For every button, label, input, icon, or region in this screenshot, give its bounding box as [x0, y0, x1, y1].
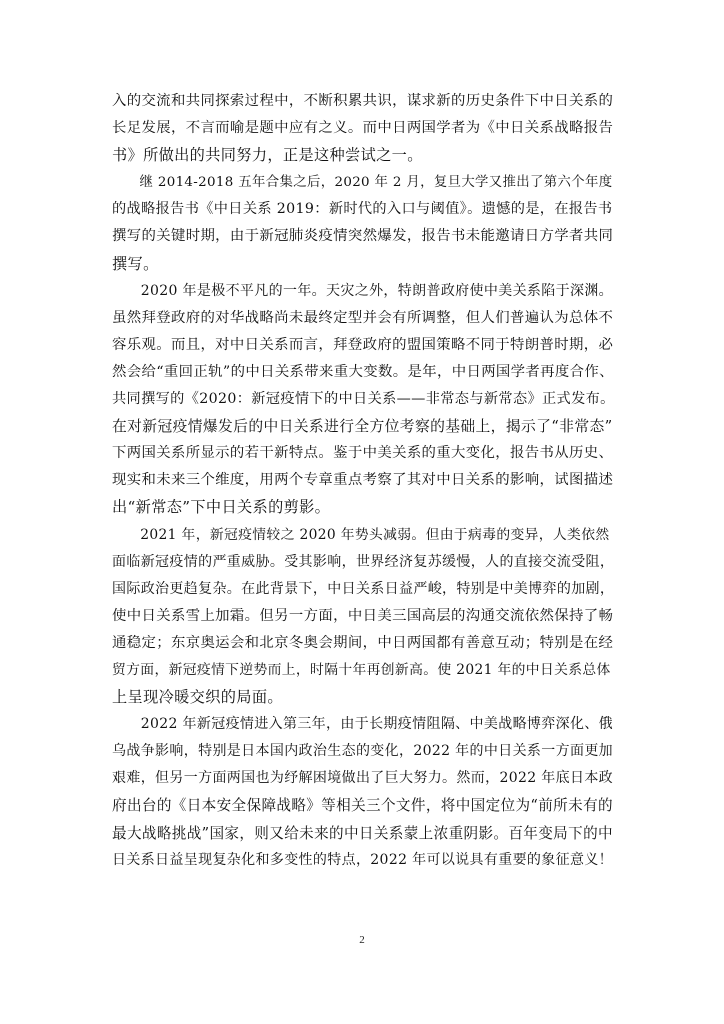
text-line: 撰写。 [112, 254, 159, 273]
text-line: 的战略报告书《中日关系 2019：新时代的入口与阈值》。遗憾的是，在报告书 [112, 201, 613, 218]
text-line: 现实和未来三个维度，用两个专章重点考察了其对中日关系的影响，试图描述 [112, 472, 614, 489]
paragraph [112, 522, 616, 712]
text-line: 继 2014-2018 五年合集之后，2020 年 2 月，复旦大学又推出了第六个年度 [112, 175, 613, 191]
paragraph [112, 169, 616, 277]
body-text [112, 88, 616, 874]
text-line: 最大战略挑战”国家，则又给未来的中日关系蒙上浓重阴影。百年变局下的中 [112, 824, 613, 842]
text-line: 撰写的关键时期，由于新冠肺炎疫情突然爆发，报告书未能邀请日方学者共同 [112, 228, 614, 245]
text-line: 乌战争影响，特别是日本国内政治生态的变化，2022 年的中日关系一方面更加 [112, 743, 614, 760]
text-line: 通稳定；东京奥运会和北京冬奥会期间，中日两国都有善意互动；特别是在经 [112, 634, 614, 651]
text-line: 2021 年，新冠疫情较之 2020 年势头减弱。但由于病毒的变异，人类依然 [112, 526, 610, 543]
paragraph [112, 278, 616, 522]
paragraph [112, 88, 616, 169]
text-line: 贸方面，新冠疫情下逆势而上，时隔十年再创新高。使 2021 年的中日关系总体 [112, 661, 611, 678]
text-line: 然会给“重回正轨”的中日关系带来重大变数。是年，中日两国学者再度合作、 [112, 363, 614, 380]
text-line: 书》所做出的共同努力，正是这种尝试之一。 [112, 146, 423, 165]
text-line: 长足发展，不言而喻是题中应有之义。而中日两国学者为《中日关系战略报告 [112, 120, 614, 137]
paragraph [112, 711, 616, 874]
text-line: 在对新冠疫情爆发后的中日关系进行全方位考察的基础上，揭示了“非常态” [112, 418, 613, 436]
text-line: 下两国关系所显示的若干新特点。鉴于中美关系的重大变化，报告书从历史、 [112, 445, 614, 462]
text-line: 面临新冠疫情的严重威胁。受其影响，世界经济复苏缓慢，人的直接交流受阻， [112, 553, 615, 570]
text-line: 2022 年新冠疫情进入第三年，由于长期疫情阻隔、中美战略博弈深化、俄 [112, 716, 614, 733]
text-line: 使中日关系雪上加霜。但另一方面，中日美三国高层的沟通交流依然保持了畅 [112, 607, 614, 624]
text-line: 入的交流和共同探索过程中，不断积累共识，谋求新的历史条件下中日关系的 [112, 93, 614, 109]
text-line: 虽然拜登政府的对华战略尚未最终定型并会有所调整，但人们普遍认为总体不 [112, 309, 614, 326]
text-line: 出“新常态”下中日关系的剪影。 [112, 498, 331, 517]
text-line: 日关系日益呈现复杂化和多变性的特点，2022 年可以说具有重要的象征意义！ [112, 851, 614, 868]
text-line: 艰难，但另一方面两国也为纾解困境做出了巨大努力。然而，2022 年底日本政 [112, 770, 614, 787]
page-number: 2 [359, 934, 365, 946]
text-line: 府出台的《日本安全保障战略》等相关三个文件，将中国定位为“前所未有的 [112, 797, 613, 815]
text-line: 容乐观。而且，对中日关系而言，拜登政府的盟国策略不同于特朗普时期，必 [112, 336, 614, 353]
text-line: 2020 年是极不平凡的一年。天灾之外，特朗普政府使中美关系陷于深渊。 [112, 282, 614, 299]
text-line: 上呈现冷暖交织的局面。 [112, 688, 283, 707]
text-line: 国际政治更趋复杂。在此背景下，中日关系日益严峻，特别是中美博弈的加剧， [112, 580, 615, 597]
text-line: 共同撰写的《2020：新冠疫情下的中日关系——非常态与新常态》正式发布。 [112, 391, 615, 408]
